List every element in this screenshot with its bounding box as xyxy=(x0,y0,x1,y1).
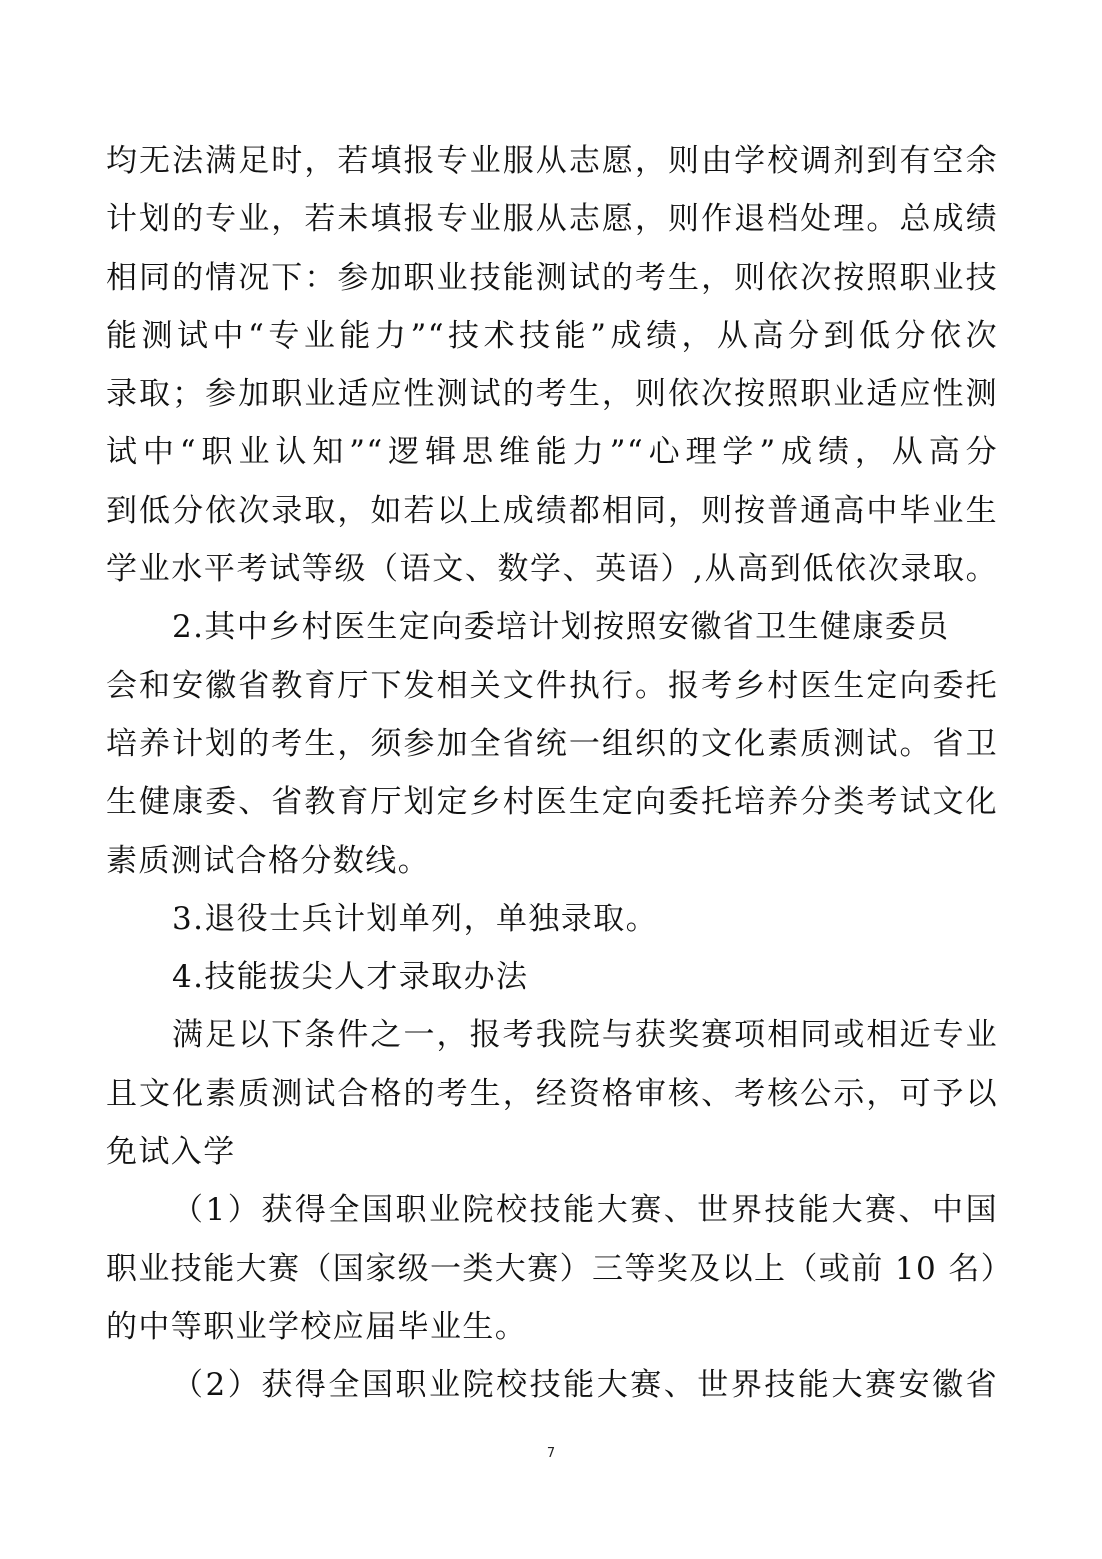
text-line: 到低分依次录取，如若以上成绩都相同，则按普通高中毕业生 xyxy=(106,492,998,529)
text-line: 素质测试合格分数线。 xyxy=(106,842,430,879)
text-line: 的中等职业学校应届毕业生。 xyxy=(106,1308,528,1345)
list-item-2: （2）获得全国职业院校技能大赛、世界技能大赛安徽省 xyxy=(172,1367,998,1404)
page-number: 7 xyxy=(546,1446,556,1461)
text-line: 职业技能大赛（国家级一类大赛）三等奖及以上（或前 10 名） xyxy=(106,1250,1014,1287)
text-line: 免试入学 xyxy=(106,1134,236,1171)
text-line: 生健康委、省教育厅划定乡村医生定向委托培养分类考试文化 xyxy=(106,784,998,821)
text-line: 能测试中“专业能力”“技术技能”成绩，从高分到低分依次 xyxy=(106,317,998,354)
text-line: 满足以下条件之一，报考我院与获奖赛项相同或相近专业 xyxy=(172,1017,998,1054)
text-line: 相同的情况下：参加职业技能测试的考生，则依次按照职业技 xyxy=(106,259,998,296)
section-heading-2: 2.其中乡村医生定向委培计划按照安徽省卫生健康委员 xyxy=(172,609,950,646)
document-page xyxy=(106,132,1014,1415)
text-line: 会和安徽省教育厅下发相关文件执行。报考乡村医生定向委托 xyxy=(106,667,998,704)
section-heading-3: 3.退役士兵计划单列，单独录取。 xyxy=(172,900,658,937)
text-line: 学业水平考试等级（语文、数学、英语）,从高到低依次录取。 xyxy=(106,551,998,588)
text-line: 录取；参加职业适应性测试的考生，则依次按照职业适应性测 xyxy=(106,376,998,413)
list-item-1: （1）获得全国职业院校技能大赛、世界技能大赛、中国 xyxy=(172,1192,998,1229)
text-line: 均无法满足时，若填报专业服从志愿，则由学校调剂到有空余 xyxy=(106,143,998,179)
section-heading-4: 4.技能拔尖人才录取办法 xyxy=(172,959,529,996)
text-line: 且文化素质测试合格的考生，经资格审核、考核公示，可予以 xyxy=(106,1075,998,1112)
text-line: 计划的专业，若未填报专业服从志愿，则作退档处理。总成绩 xyxy=(106,201,998,238)
text-line: 试中“职业认知”“逻辑思维能力”“心理学”成绩，从高分 xyxy=(106,434,998,471)
text-line: 培养计划的考生，须参加全省统一组织的文化素质测试。省卫 xyxy=(106,725,998,762)
